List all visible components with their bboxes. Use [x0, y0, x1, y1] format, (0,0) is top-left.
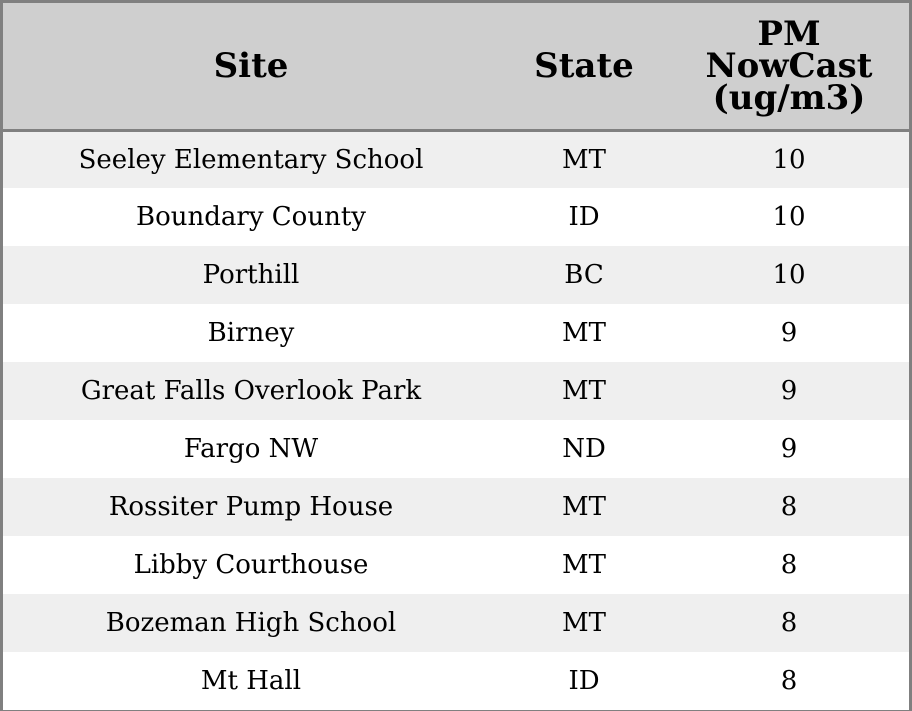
cell-site: Bozeman High School: [105, 608, 397, 638]
cell-state: MT: [562, 492, 606, 522]
table-row: [3, 246, 909, 304]
table-row: [3, 188, 909, 246]
cell-state: ND: [562, 434, 606, 464]
cell-pm: 9: [780, 318, 798, 348]
table-row: [3, 594, 909, 652]
header-row: [3, 3, 909, 130]
table-row: [3, 652, 909, 710]
pm-nowcast-table: [3, 3, 909, 710]
header-pm-line1: PM: [757, 13, 821, 54]
header-pm-line3: (ug/m3): [712, 77, 866, 118]
cell-pm: 8: [780, 608, 798, 638]
cell-site: Rossiter Pump House: [108, 492, 394, 522]
table-row: [3, 304, 909, 362]
cell-site: Boundary County: [136, 202, 366, 232]
cell-site: Fargo NW: [183, 434, 319, 464]
table-row: [3, 478, 909, 536]
cell-state: MT: [562, 608, 606, 638]
header-state: State: [499, 3, 669, 130]
cell-site: Porthill: [202, 260, 300, 290]
cell-state: MT: [562, 376, 606, 406]
table-row: [3, 536, 909, 594]
table-row: [3, 362, 909, 420]
cell-state: ID: [568, 202, 600, 232]
cell-site: Birney: [207, 318, 295, 348]
cell-state: MT: [562, 318, 606, 348]
table-row: [3, 130, 909, 188]
header-pm-line2: NowCast: [705, 45, 873, 86]
cell-pm: 10: [772, 202, 806, 232]
cell-state: ID: [568, 666, 600, 696]
header-site: Site: [3, 3, 499, 130]
table-row: [3, 420, 909, 478]
cell-site: Great Falls Overlook Park: [80, 376, 422, 406]
cell-pm: 10: [772, 144, 806, 175]
cell-site: Mt Hall: [200, 666, 302, 696]
cell-pm: 8: [780, 550, 798, 580]
cell-pm: 9: [780, 434, 798, 464]
cell-pm: 8: [780, 666, 798, 696]
cell-site: Seeley Elementary School: [78, 144, 424, 175]
cell-pm: 8: [780, 492, 798, 522]
cell-state: MT: [562, 550, 606, 580]
cell-state: MT: [562, 144, 606, 175]
cell-pm: 9: [780, 376, 798, 406]
header-pm-nowcast: [669, 3, 909, 130]
cell-pm: 10: [772, 260, 806, 290]
cell-site: Libby Courthouse: [133, 550, 369, 580]
cell-state: BC: [564, 260, 604, 290]
